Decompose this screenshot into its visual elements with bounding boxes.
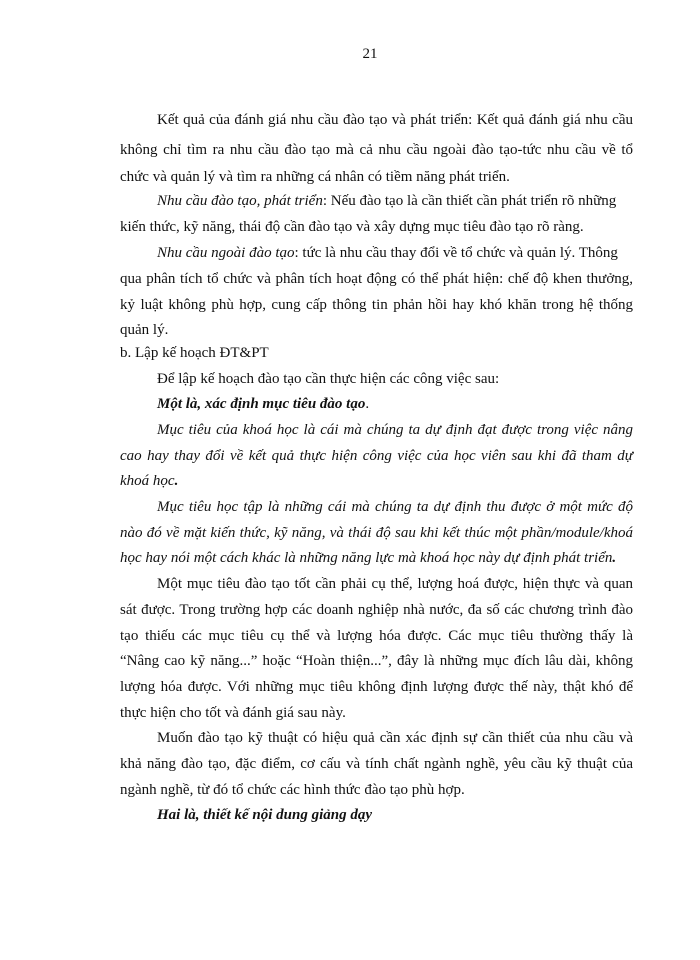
paragraph-5-dot: . [612, 550, 617, 566]
paragraph-6-line-5: lượng hóa được. Với những mục tiêu không định lượng được thế này, thật khó để [120, 679, 633, 695]
paragraph-5-line-3 [120, 548, 633, 568]
paragraph-2-line-2: kiến thức, kỹ năng, thái độ cần đào tạo và xây dựng mục tiêu đào tạo rõ ràng. [120, 219, 584, 235]
paragraph-4-line-3-text: khoá học [120, 473, 175, 489]
paragraph-4-dot: . [174, 473, 179, 489]
paragraph-6-line-6: thực hiện cho tốt và đánh giá sau này. [120, 705, 346, 721]
paragraph-3-line-3: kỷ luật không phù hợp, cung cấp thông tin phản hồi hay khó khăn trong hệ thống [120, 297, 633, 313]
step-1-heading [157, 394, 633, 414]
paragraph-3-line-2: qua phân tích tổ chức và phân tích hoạt động có thể phát hiện: chế độ khen thưởng, [120, 271, 633, 287]
paragraph-5-line-1: Mục tiêu học tập là những cái mà chúng ta dự định thu được ở một mức độ [157, 499, 633, 515]
paragraph-6-line-1: Một mục tiêu đào tạo tốt cần phải cụ thể, lượng hoá được, hiện thực và quan [157, 576, 633, 592]
paragraph-5-line-2: nào đó về mặt kiến thức, kỹ năng, và thái độ sau khi kết thúc một phần/module/khoá [120, 525, 633, 541]
paragraph-1-line-1: Kết quả của đánh giá nhu cầu đào tạo và phát triển: Kết quả đánh giá nhu cầu [157, 112, 633, 128]
step-1-dot: . [365, 396, 370, 412]
section-heading-b: b. Lập kế hoạch ĐT&PT [120, 345, 269, 361]
step-2-title: Hai là, thiết kế nội dung giảng dạy [157, 807, 373, 823]
paragraph-4-line-1: Mục tiêu của khoá học là cái mà chúng ta dự định đạt được trong việc nâng [157, 422, 633, 438]
paragraph-7-line-2: khả năng đào tạo, đặc điểm, cơ cấu và tính chất ngành nghề, yêu cầu kỹ thuật của [120, 756, 633, 772]
paragraph-2-line-1 [157, 191, 633, 211]
page-number: 21 [362, 46, 378, 62]
paragraph-2-line-1-rest: : Nếu đào tạo là cần thiết cần phát triển rõ những [322, 193, 617, 209]
paragraph-3-line-1-rest: : tức là nhu cầu thay đổi về tổ chức và quản lý. Thông [294, 245, 618, 261]
term-training-need: Nhu cầu đào tạo, phát triển [157, 193, 323, 209]
paragraph-4-line-2: cao hay thay đổi về kết quả thực hiện công việc của học viên sau khi đã tham dự [120, 448, 633, 464]
paragraph-7-line-3: ngành nghề, từ đó tổ chức các hình thức đào tạo phù hợp. [120, 782, 465, 798]
paragraph-5-line-3-text: học hay nói một cách khác là những năng lực mà khoá học này dự định phát triển [120, 550, 613, 566]
intro-line: Để lập kế hoạch đào tạo cần thực hiện các công việc sau: [157, 371, 500, 387]
paragraph-1-line-3: chức và quản lý và tìm ra những cá nhân có tiềm năng phát triển. [120, 169, 510, 185]
term-non-training-need: Nhu cầu ngoài đào tạo [157, 245, 295, 261]
paragraph-1-line-2: không chỉ tìm ra nhu cầu đào tạo mà cả nhu cầu ngoài đào tạo-tức nhu cầu về tổ [120, 142, 633, 158]
paragraph-4-line-3 [120, 471, 633, 491]
paragraph-6-line-2: sát được. Trong trường hợp các doanh nghiệp nhà nước, đa số các chương trình đào [120, 602, 633, 618]
paragraph-3-line-1 [157, 243, 633, 263]
paragraph-3-line-4: quản lý. [120, 322, 169, 338]
paragraph-6-line-4: “Nâng cao kỹ năng...” hoặc “Hoàn thiện...”, đây là những mục đích lâu dài, không [120, 653, 633, 669]
paragraph-7-line-1: Muốn đào tạo kỹ thuật có hiệu quả cần xác định sự cần thiết của nhu cầu và [157, 730, 633, 746]
step-1-title: Một là, xác định mục tiêu đào tạo [157, 396, 366, 412]
paragraph-6-line-3: tạo thiếu các mục tiêu cụ thể và lượng hóa được. Các mục tiêu thường thấy là [120, 628, 633, 644]
